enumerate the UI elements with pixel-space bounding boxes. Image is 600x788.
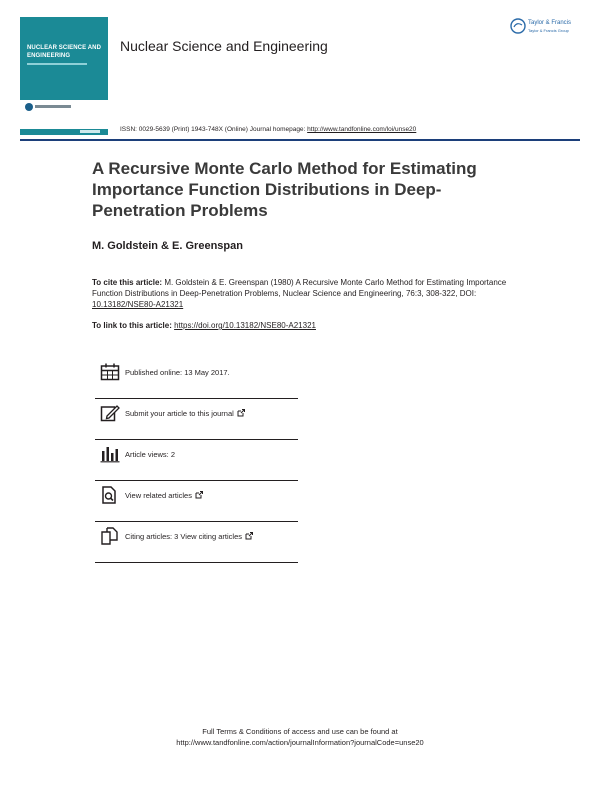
publisher-group: Taylor & Francis Group bbox=[528, 28, 569, 33]
external-link-icon bbox=[195, 491, 203, 499]
related-row[interactable] bbox=[95, 480, 298, 522]
submit-article-link[interactable] bbox=[125, 409, 245, 418]
calendar-icon bbox=[100, 363, 120, 381]
header-divider bbox=[20, 139, 580, 141]
cover-publisher-logo bbox=[25, 103, 33, 111]
article-title: A Recursive Monte Carlo Method for Estimating Importance Function Distributions in Deep-Penetration Problems bbox=[92, 159, 477, 220]
citing-row[interactable] bbox=[95, 521, 298, 563]
article-url-link[interactable]: https://doi.org/10.13182/NSE80-A21321 bbox=[174, 321, 316, 330]
external-link-icon bbox=[237, 409, 245, 417]
terms-url-link[interactable]: http://www.tandfonline.com/action/journalInformation?journalCode=unse20 bbox=[176, 738, 424, 747]
journal-cover bbox=[20, 17, 108, 135]
publisher-logo[interactable] bbox=[510, 18, 590, 40]
article-views: Article views: 2 bbox=[125, 450, 176, 459]
cover-subtitle-line bbox=[27, 63, 87, 65]
publisher-name: Taylor & Francis bbox=[528, 20, 572, 26]
cover-publisher-wordmark bbox=[35, 105, 71, 108]
submit-article-label: Submit your article to this journal bbox=[125, 409, 234, 418]
terms-footer bbox=[0, 726, 600, 748]
related-articles-label: View related articles bbox=[125, 491, 192, 500]
cover-title: NUCLEAR SCIENCE AND ENGINEERING bbox=[27, 45, 102, 59]
cover-issue-mark bbox=[80, 130, 100, 133]
publisher-icon bbox=[510, 18, 526, 34]
article-authors: M. Goldstein & E. Greenspan bbox=[92, 240, 243, 252]
published-row bbox=[95, 357, 298, 399]
submit-row[interactable] bbox=[95, 398, 298, 440]
citing-articles-link[interactable] bbox=[125, 532, 253, 541]
journal-homepage-link[interactable]: http://www.tandfonline.com/loi/unse20 bbox=[307, 126, 417, 133]
external-link-icon bbox=[245, 532, 253, 540]
citing-articles-label: Citing articles: 3 View citing articles bbox=[125, 532, 242, 541]
issn-line bbox=[120, 126, 416, 133]
related-articles-link[interactable] bbox=[125, 491, 203, 500]
copy-documents-icon bbox=[100, 527, 120, 545]
journal-name: Nuclear Science and Engineering bbox=[120, 38, 328, 54]
link-label: To link to this article: bbox=[92, 321, 175, 330]
cite-label: To cite this article: bbox=[92, 278, 165, 287]
doi-link[interactable]: 10.13182/NSE80-A21321 bbox=[92, 300, 184, 309]
published-date: Published online: 13 May 2017. bbox=[125, 368, 230, 377]
document-search-icon bbox=[100, 486, 120, 504]
views-row bbox=[95, 439, 298, 481]
bar-chart-icon bbox=[100, 445, 120, 463]
cite-text: M. Goldstein & E. Greenspan (1980) A Recursive Monte Carlo Method for Estimating Importance Function Distributions in Deep-Penetration Problems, Nuclear Science and Engineering, 76:3, 308-322, DOI: bbox=[92, 278, 507, 298]
citation-block bbox=[92, 277, 512, 310]
issn-text: ISSN: 0029-5639 (Print) 1943-748X (Online) Journal homepage: bbox=[120, 126, 308, 133]
edit-icon bbox=[100, 404, 120, 422]
article-link-line bbox=[92, 321, 316, 330]
terms-line-1: Full Terms & Conditions of access and use can be found at bbox=[202, 727, 398, 736]
